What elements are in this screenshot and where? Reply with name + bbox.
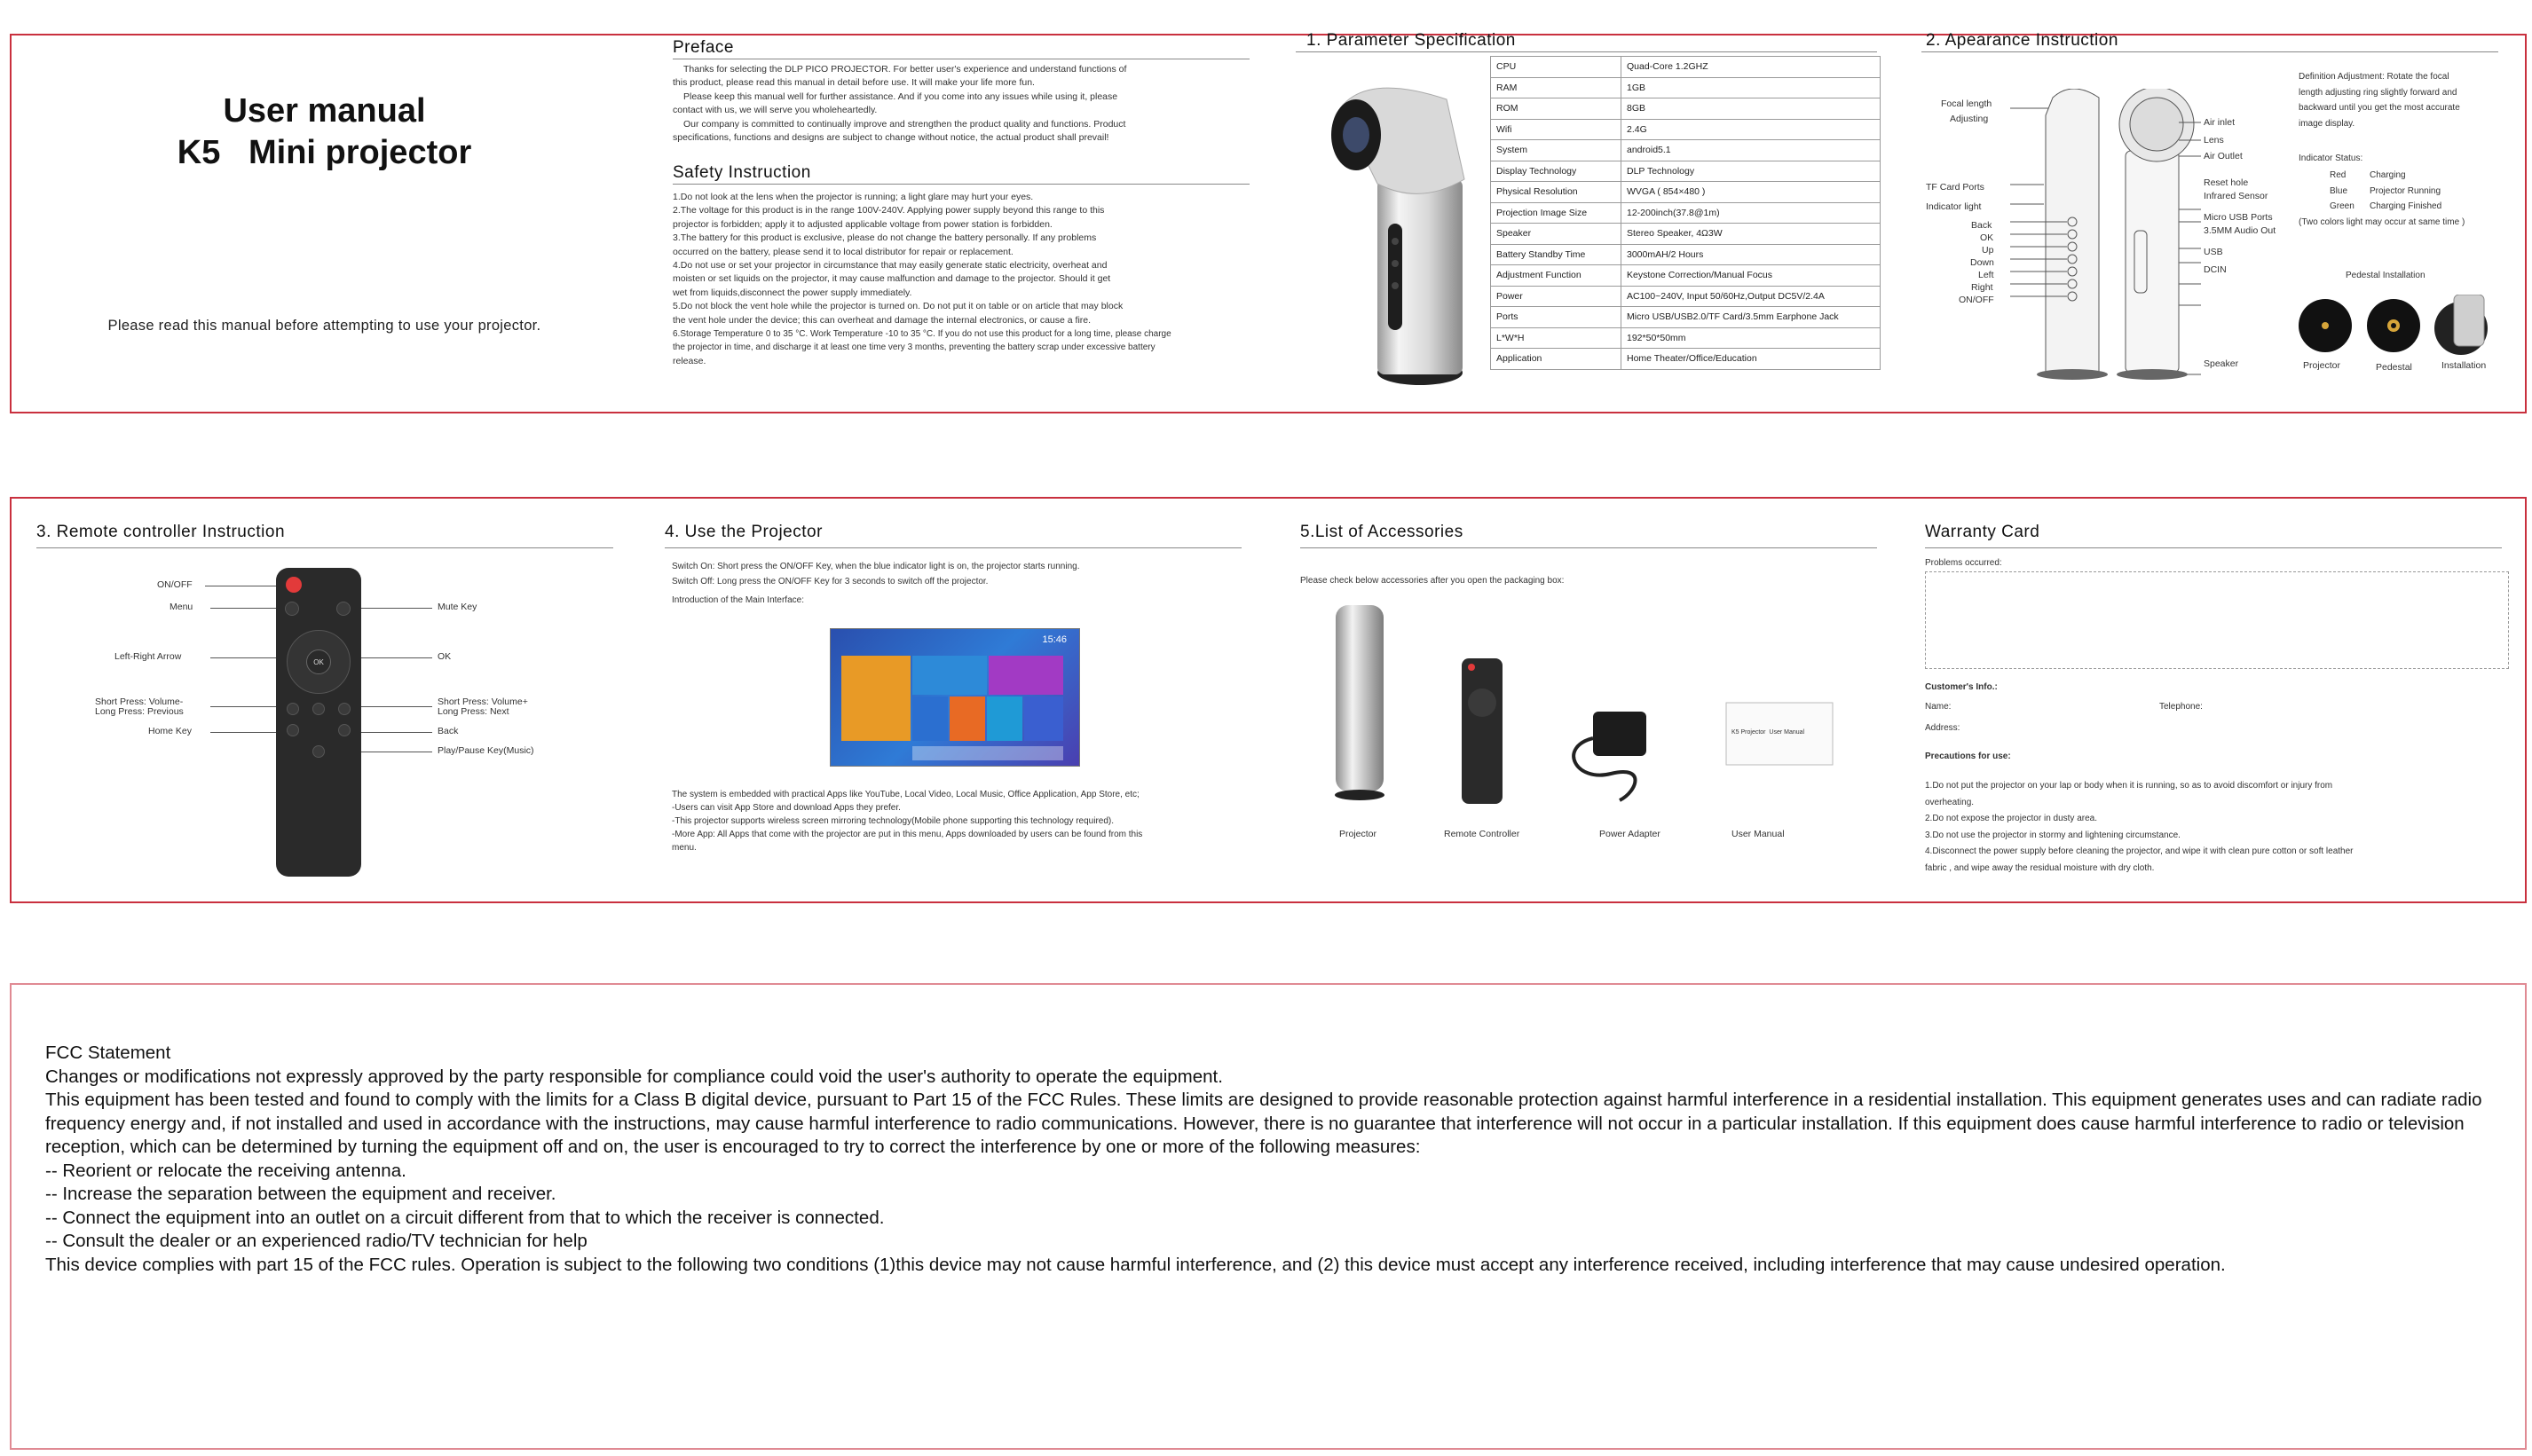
- parameter-row: [1491, 161, 1881, 182]
- parameter-row: [1491, 57, 1881, 78]
- menu-icon: [285, 602, 299, 616]
- label-usb: USB: [2204, 247, 2223, 257]
- parameter-value: DLP Technology: [1621, 161, 1881, 182]
- fcc-band: [10, 983, 2527, 1450]
- preface-text: Thanks for selecting the DLP PICO PROJECTOR. For better user's experience and understand functions of this product, please read this manual in detail before use. It will make your life more fun. Please keep this manual well for further assistance. And if you come into any issues while using it, please contact with us, we will serve you wholeheartedly. Our company is committed to continually improve and strengthen the product quality and functions. Product specifications, functions and designs are subject to change without notice, the actual product shall prevail!: [673, 64, 1127, 144]
- remote-label-vol-minus: Short Press: Volume-: [95, 697, 184, 707]
- pedestal-title: Pedestal Installation: [2346, 271, 2426, 280]
- fcc-measure-2: -- Increase the separation between the equipment and receiver.: [45, 1184, 556, 1204]
- definition-adjustment: Definition Adjustment: Rotate the focal length adjusting ring slightly forward and backward until you get the most accurate image display.: [2299, 72, 2460, 129]
- preface-panel: [673, 35, 1258, 412]
- use-panel: [665, 499, 1268, 901]
- fcc-title: FCC Statement: [45, 1043, 171, 1063]
- dock: [912, 746, 1063, 760]
- parameter-row: [1491, 307, 1881, 328]
- divider: [673, 184, 1250, 185]
- label-lens: Lens: [2204, 135, 2224, 146]
- parameter-value: 3000mAH/2 Hours: [1621, 244, 1881, 265]
- parameter-value: Stereo Speaker, 4Ω3W: [1621, 224, 1881, 245]
- manual-band-middle: [10, 497, 2527, 903]
- address-label: Address:: [1925, 723, 1960, 733]
- youtube-tile: [841, 656, 911, 741]
- parameter-table: [1490, 56, 1881, 370]
- label-air-outlet: Air Outlet: [2204, 151, 2243, 161]
- parameter-panel: [1296, 31, 1881, 412]
- manual-title: K5 Projector User Manual: [1731, 729, 1805, 736]
- divider: [1925, 547, 2502, 548]
- indicator-status-list: Red Charging Blue Projector Running Green Charging Finished: [2330, 170, 2442, 211]
- parameter-name: Wifi: [1491, 119, 1621, 140]
- accessory-adapter: Power Adapter: [1599, 829, 1660, 839]
- fcc-measure-3: -- Connect the equipment into an outlet on a circuit different from that to which the receiver is connected.: [45, 1207, 885, 1228]
- label-back: Back: [1971, 220, 1992, 231]
- remote-label-next: Long Press: Next: [438, 706, 509, 717]
- divider: [1296, 51, 1877, 52]
- label-infrared: Infrared Sensor: [2204, 191, 2268, 201]
- label-speaker: Speaker: [2204, 358, 2239, 369]
- parameter-name: L*W*H: [1491, 327, 1621, 349]
- parameter-value: WVGA ( 854×480 ): [1621, 182, 1881, 203]
- remote-label-ok: OK: [438, 651, 452, 662]
- parameter-name: Speaker: [1491, 224, 1621, 245]
- parameter-value: 192*50*50mm: [1621, 327, 1881, 349]
- appearance-heading: 2. Apearance Instruction: [1926, 31, 2118, 50]
- remote-label-arrow: Left-Right Arrow: [114, 651, 182, 662]
- screen-time: 15:46: [1042, 634, 1067, 645]
- accessory-remote: Remote Controller: [1444, 829, 1520, 839]
- tile: [987, 697, 1022, 741]
- label-right: Right: [1971, 282, 1993, 293]
- use-bottom-text: The system is embedded with practical Apps like YouTube, Local Video, Local Music, Office Application, App Store, etc; -Users can visit App Store and download Apps they prefer. -This projector supports wireless screen mirroring technology(Mobile phone supporting this technology required). -More App: All Apps that come with the projector are put in this menu, Apps downloaded by users can be found from this menu.: [672, 790, 1143, 853]
- cover-note: Please read this manual before attempting to use your projector.: [107, 318, 541, 334]
- use-switch-text: Switch On: Short press the ON/OFF Key, when the blue indicator light is on, the projector starts running. Switch Off: Long press the ON/OFF Key for 3 seconds to switch off the projector.: [672, 562, 1080, 586]
- pedestal-label-projector: Projector: [2303, 360, 2341, 371]
- parameter-row: [1491, 182, 1881, 203]
- name-label: Name:: [1925, 702, 1952, 712]
- parameter-name: Adjustment Function: [1491, 265, 1621, 287]
- parameter-row: [1491, 327, 1881, 349]
- mute-icon: [336, 602, 351, 616]
- parameter-name: Display Technology: [1491, 161, 1621, 182]
- parameter-row: [1491, 224, 1881, 245]
- pedestal-images: [2294, 295, 2498, 357]
- warranty-panel: [1925, 499, 2528, 901]
- pedestal-label-installation: Installation: [2441, 360, 2487, 371]
- label-air-inlet: Air inlet: [2204, 117, 2236, 128]
- parameter-row: [1491, 349, 1881, 370]
- accessories-note: Please check below accessories after you open the packaging box:: [1300, 576, 1565, 586]
- cover-model: K5 Mini projector: [177, 134, 472, 171]
- remote-control-image: [276, 568, 361, 877]
- indicator-note: (Two colors light may occur at same time ): [2299, 217, 2465, 227]
- parameter-value: 2.4G: [1621, 119, 1881, 140]
- label-dcin: DCIN: [2204, 264, 2227, 275]
- accessories-panel: [1300, 499, 1886, 901]
- cover-panel: [12, 35, 633, 412]
- parameter-value: android5.1: [1621, 140, 1881, 161]
- parameter-value: Micro USB/USB2.0/TF Card/3.5mm Earphone Jack: [1621, 307, 1881, 328]
- parameter-name: Physical Resolution: [1491, 182, 1621, 203]
- parameter-name: Projection Image Size: [1491, 202, 1621, 224]
- parameter-row: [1491, 140, 1881, 161]
- vol-minus-icon: [287, 703, 299, 715]
- remote-label-onoff: ON/OFF: [157, 579, 193, 590]
- divider: [1300, 547, 1877, 548]
- parameter-name: RAM: [1491, 77, 1621, 98]
- parameter-value: AC100~240V, Input 50/60Hz,Output DC5V/2.4A: [1621, 286, 1881, 307]
- fcc-measure-4: -- Consult the dealer or an experienced radio/TV technician for help: [45, 1231, 588, 1251]
- telephone-label: Telephone:: [2159, 702, 2203, 712]
- parameter-row: [1491, 77, 1881, 98]
- remote-label-vol-plus: Short Press: Volume+: [438, 697, 528, 707]
- label-ok: OK: [1980, 232, 1994, 243]
- label-left: Left: [1978, 270, 1994, 280]
- accessory-projector: Projector: [1339, 829, 1377, 839]
- fcc-measure-1: -- Reorient or relocate the receiving antenna.: [45, 1160, 406, 1181]
- parameter-value: 12-200inch(37.8@1m): [1621, 202, 1881, 224]
- parameter-row: [1491, 119, 1881, 140]
- parameter-name: Application: [1491, 349, 1621, 370]
- precautions-text: 1.Do not put the projector on your lap or body when it is running, so as to avoid discomfort or injury from overheating. 2.Do not expose the projector in dusty area. 3.Do not use the projector in stormy and lightening circumstance. 4.Disconnect the power supply before cleaning the projector, and wipe it with clean pure cotton or soft leather fabric , and wipe away the residual moisture with dry cloth.: [1925, 781, 2354, 873]
- parameter-row: [1491, 244, 1881, 265]
- remote-heading: 3. Remote controller Instruction: [36, 523, 286, 541]
- parameter-value: 8GB: [1621, 98, 1881, 120]
- parameter-value: Home Theater/Office/Education: [1621, 349, 1881, 370]
- parameter-value: Quad-Core 1.2GHZ: [1621, 57, 1881, 78]
- accessory-manual: User Manual: [1731, 829, 1785, 839]
- divider: [1921, 51, 2498, 52]
- parameter-row: [1491, 265, 1881, 287]
- label-down: Down: [1970, 257, 1994, 268]
- safety-heading: Safety Instruction: [673, 163, 811, 182]
- parameter-name: Battery Standby Time: [1491, 244, 1621, 265]
- problems-box[interactable]: [1925, 571, 2509, 669]
- safety-text: 1.Do not look at the lens when the projector is running; a light glare may hurt your eyes. 2.The voltage for this product is in the range 100V-240V. Applying power supply beyond this range to this projector is forbidden; apply it to adjusted applicable voltage from power station is forbidden. 3.The battery for this product is exclusive, please do not change the battery personally. If any problems occurred on the battery, please send it to local distributor for repair or replacement. 4.Do not use or set your projector in circumstance that may easily generate static electricity, overheat and moisten or set liquids on the projector, it may cause malfunction and damage to the projector. Should it get wet from liquids,disconnect the power supply immediately. 5.Do not block the vent hole while the projector is turned on. Do not put it on table or on article that may block the vent hole under the device; this can overheat and damage the internal electronics, or cause a fire. 6.Storage Temperature 0 to 35 °C. Work Temperature -10 to 35 °C. If you do not use this product for a long time, please charge the projector in time, and discharge it at least one time very 3 months, preventing the battery scrap under excessive battery release.: [673, 192, 1171, 366]
- parameter-row: [1491, 286, 1881, 307]
- precautions-label: Precautions for use:: [1925, 752, 2011, 761]
- fcc-paragraph-2: This equipment has been tested and found to comply with the limits for a Class B digital device, pursuant to Part 15 of the FCC Rules. These limits are designed to provide reasonable protection against harmful interference in a residential installation. This equipment generates uses and can radiate radio frequency energy and, if not installed and used in accordance with the instructions, may cause harmful interference to radio communications. However, there is no guarantee that interference will not occur in a particular installation. If this equipment does cause harmful interference to radio or television reception, which can be determined by turning the equipment off and on, the user is encouraged to try to correct the interference by one or more of the following measures:: [45, 1090, 2482, 1157]
- label-onoff: ON/OFF: [1959, 295, 1994, 305]
- parameter-heading: 1. Parameter Specification: [1306, 31, 1516, 50]
- remote-label-play-pause: Play/Pause Key(Music): [438, 745, 534, 756]
- remote-label-menu: Menu: [170, 602, 193, 612]
- remote-label-mute: Mute Key: [438, 602, 477, 612]
- pedestal-label-pedestal: Pedestal: [2376, 362, 2412, 373]
- home-icon: [287, 724, 299, 736]
- label-indicator: Indicator light: [1926, 201, 1982, 212]
- tile: [950, 697, 985, 741]
- ok-button: OK: [306, 649, 331, 674]
- cover-title: User manual: [223, 92, 426, 130]
- label-reset-hole: Reset hole: [2204, 177, 2249, 188]
- use-heading: 4. Use the Projector: [665, 523, 823, 541]
- remote-label-back: Back: [438, 726, 459, 736]
- parameter-name: System: [1491, 140, 1621, 161]
- fcc-paragraph-1: Changes or modifications not expressly approved by the party responsible for compliance could void the user's authority to operate the equipment.: [45, 1066, 1223, 1087]
- divider: [36, 547, 613, 548]
- parameter-row: [1491, 202, 1881, 224]
- remote-label-home: Home Key: [148, 726, 193, 736]
- manual-band-top: [10, 31, 2527, 413]
- tile: [912, 656, 987, 695]
- tile: [1024, 697, 1063, 741]
- appearance-panel: [1921, 31, 2525, 412]
- label-adjusting: Adjusting: [1950, 114, 1989, 124]
- parameter-value: 1GB: [1621, 77, 1881, 98]
- problems-label: Problems occurred:: [1925, 558, 2002, 568]
- accessories-images: [1327, 605, 1842, 809]
- play-pause-icon: [312, 745, 325, 758]
- tile: [989, 656, 1063, 695]
- indicator-status-title: Indicator Status:: [2299, 153, 2363, 163]
- label-tf-card: TF Card Ports: [1926, 182, 1984, 193]
- accessories-heading: 5.List of Accessories: [1300, 523, 1463, 541]
- leader-line: [210, 608, 286, 609]
- power-icon: [286, 577, 302, 593]
- fcc-statement: [45, 1042, 2512, 1277]
- label-focal-length: Focal length: [1941, 98, 1992, 109]
- use-intro: Introduction of the Main Interface:: [672, 595, 804, 605]
- tile: [912, 697, 948, 741]
- parameter-name: ROM: [1491, 98, 1621, 120]
- back-icon: [338, 724, 351, 736]
- leader-line: [210, 657, 286, 658]
- customer-info-label: Customer's Info.:: [1925, 682, 1998, 692]
- parameter-value: Keystone Correction/Manual Focus: [1621, 265, 1881, 287]
- remote-label-previous: Long Press: Previous: [95, 706, 184, 717]
- label-audio-out: 3.5MM Audio Out: [2204, 225, 2276, 236]
- parameter-name: Ports: [1491, 307, 1621, 328]
- projector-image: [1313, 73, 1482, 401]
- vol-plus-icon: [338, 703, 351, 715]
- warranty-heading: Warranty Card: [1925, 523, 2040, 541]
- mic-icon: [312, 703, 325, 715]
- parameter-name: CPU: [1491, 57, 1621, 78]
- fcc-paragraph-3: This device complies with part 15 of the FCC rules. Operation is subject to the following two conditions (1)this device may not cause harmful interference, and (2) this device must accept any interference received, including interference that may cause undesired operation.: [45, 1254, 2226, 1275]
- parameter-row: [1491, 98, 1881, 120]
- label-up: Up: [1982, 245, 1994, 256]
- remote-panel: [36, 499, 622, 901]
- parameter-name: Power: [1491, 286, 1621, 307]
- divider: [665, 547, 1242, 548]
- label-micro-usb: Micro USB Ports: [2204, 212, 2273, 223]
- main-interface-image: [830, 628, 1080, 767]
- preface-heading: Preface: [673, 38, 734, 57]
